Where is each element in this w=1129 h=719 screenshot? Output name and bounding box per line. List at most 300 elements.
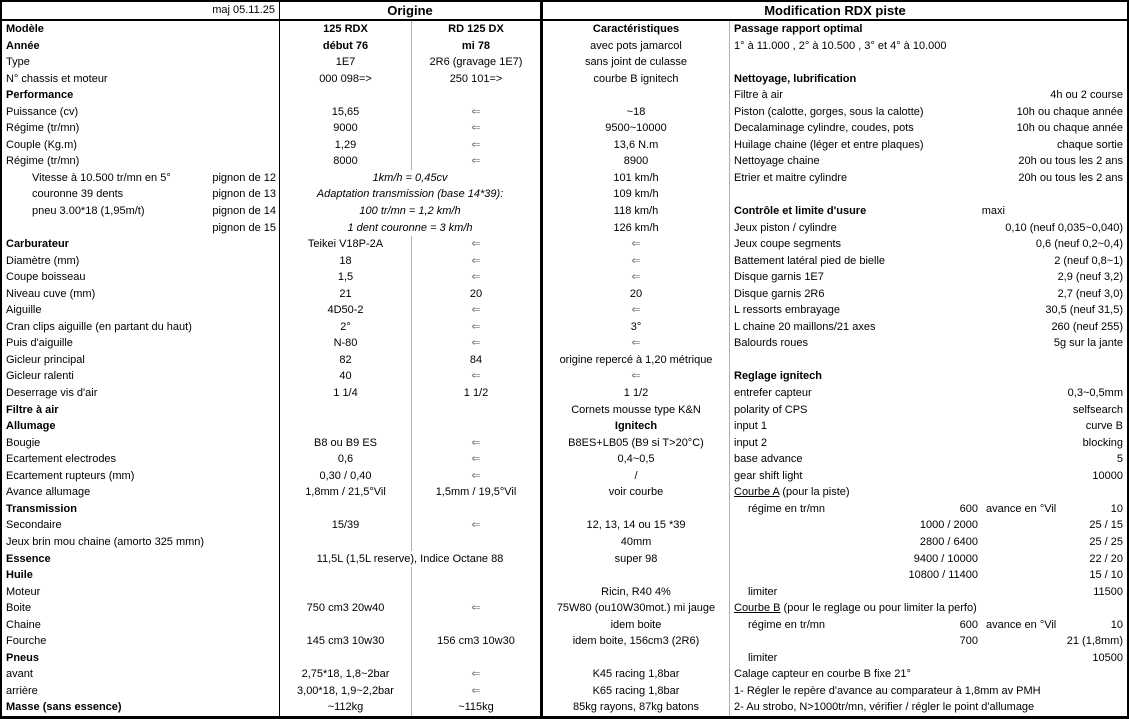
modification-cell <box>730 683 1127 700</box>
table-row <box>2 302 1127 319</box>
spec-label-cell <box>2 402 280 419</box>
dx-value-cell: ⇐ <box>412 253 543 270</box>
right-label: Balourds roues <box>734 337 808 350</box>
right-value: 2,7 (neuf 3,0) <box>1057 287 1123 300</box>
dx-value-cell: 250 101=> <box>412 71 543 88</box>
dx-value-cell: ⇐ <box>412 236 543 253</box>
curve-advance-value: 10 <box>1110 502 1123 515</box>
table-row <box>2 38 1127 55</box>
table-row <box>2 468 1127 485</box>
dx-value-cell: ⇐ <box>412 120 543 137</box>
dx-value-cell: 2R6 (gravage 1E7) <box>412 54 543 71</box>
table-row <box>2 484 1127 501</box>
curve-rpm-label: régime en tr/mn <box>748 502 826 515</box>
label-value-row <box>734 302 1123 318</box>
table-row <box>2 170 1127 187</box>
right-value: 0,6 (neuf 0,2~0,4) <box>1035 238 1123 251</box>
dx-value-cell <box>412 584 543 601</box>
spec-label-cell <box>2 21 280 38</box>
spec-label: Carburateur <box>6 238 69 251</box>
label-value-row <box>734 87 1123 103</box>
spec-label-cell <box>2 335 280 352</box>
spec-label-cell <box>2 153 280 170</box>
spec-label: Essence <box>6 552 51 565</box>
caracteristiques-cell: 75W80 (ou10W30mot.) mi jauge <box>543 600 730 617</box>
caracteristiques-cell: Ignitech <box>543 418 730 435</box>
table-row <box>2 120 1127 137</box>
modification-cell <box>730 699 1127 716</box>
table-row <box>2 21 1127 38</box>
dx-value-cell <box>412 650 543 667</box>
dx-value-cell: ⇐ <box>412 517 543 534</box>
table-row <box>2 418 1127 435</box>
rdx-value-cell: B8 ou B9 ES <box>280 435 412 452</box>
table-row <box>2 451 1127 468</box>
caracteristiques-cell: 101 km/h <box>543 170 730 187</box>
table-row <box>2 335 1127 352</box>
rdx-value-cell: 125 RDX <box>280 21 412 38</box>
caracteristiques-cell: 8900 <box>543 153 730 170</box>
rdx-value-cell <box>280 567 412 584</box>
label-value-row <box>734 385 1123 401</box>
spec-label-cell <box>2 87 280 104</box>
curve-rpm-cell <box>734 633 978 649</box>
modification-cell <box>730 650 1127 667</box>
rdx-value-cell: 000 098=> <box>280 71 412 88</box>
modification-cell <box>730 501 1127 518</box>
table-row <box>2 319 1127 336</box>
curve-advance-cell <box>978 551 1123 567</box>
dx-value-cell: ⇐ <box>412 435 543 452</box>
modification-cell <box>730 302 1127 319</box>
modification-cell <box>730 584 1127 601</box>
dx-value-cell: ⇐ <box>412 368 543 385</box>
rdx-value-cell: 8000 <box>280 153 412 170</box>
right-value: 20h ou tous les 2 ans <box>1018 171 1123 184</box>
section-title: Nettoyage, lubrification <box>734 72 857 85</box>
rdx-value-cell: 2° <box>280 319 412 336</box>
spec-label: Cran clips aiguille (en partant du haut) <box>6 320 192 333</box>
table-row <box>2 236 1127 253</box>
spec-label: Vitesse à 10.500 tr/mn en 5° <box>32 171 171 184</box>
table-row <box>2 286 1127 303</box>
spec-label-cell <box>2 71 280 88</box>
rdx-value-cell: 9000 <box>280 120 412 137</box>
spec-label: Ecartement rupteurs (mm) <box>6 469 135 482</box>
modification-cell <box>730 203 1127 220</box>
spec-label: Diamètre (mm) <box>6 254 80 267</box>
label-value-row <box>734 170 1123 186</box>
section-title: Reglage ignitech <box>734 370 823 383</box>
rdx-value-cell: 145 cm3 10w30 <box>280 633 412 650</box>
rdx-value-cell: ~112kg <box>280 699 412 716</box>
curve-advance-value: 15 / 10 <box>1089 569 1123 582</box>
dx-value-cell: ~115kg <box>412 699 543 716</box>
caracteristiques-cell: Caractéristiques <box>543 21 730 38</box>
label-value-row <box>734 468 1123 484</box>
dx-value-cell: ⇐ <box>412 104 543 121</box>
dx-value-cell: ⇐ <box>412 451 543 468</box>
table-row <box>2 551 1127 568</box>
right-value: 0,10 (neuf 0,035~0,040) <box>1005 221 1123 234</box>
right-label: Battement latéral pied de bielle <box>734 254 886 267</box>
label-value-row <box>734 286 1123 302</box>
spec-label-cell <box>2 302 280 319</box>
right-label: limiter <box>748 651 778 664</box>
caracteristiques-cell: 109 km/h <box>543 186 730 203</box>
spec-label-cell <box>2 170 280 187</box>
label-value-row <box>734 137 1123 153</box>
table-row <box>2 699 1127 716</box>
right-value: blocking <box>1082 436 1123 449</box>
curve-advance-label: avance en °Vil <box>986 618 1057 631</box>
caracteristiques-cell: idem boite <box>543 617 730 634</box>
modification-cell <box>730 220 1127 237</box>
pignon-label: pignon de 12 <box>212 171 276 184</box>
rdx-value-cell: N-80 <box>280 335 412 352</box>
spec-label: Moteur <box>6 585 41 598</box>
curve-subtitle: (pour la piste) <box>779 486 850 499</box>
rdx-value-cell: 750 cm3 20w40 <box>280 600 412 617</box>
caracteristiques-cell: 3° <box>543 319 730 336</box>
curve-advance-group <box>978 501 1123 517</box>
modification-cell <box>730 468 1127 485</box>
table-row <box>2 666 1127 683</box>
rdx-value-cell: 15,65 <box>280 104 412 121</box>
spec-label: avant <box>6 668 33 681</box>
curve-title: Courbe B <box>734 602 781 615</box>
right-label: Jeux coupe segments <box>734 238 842 251</box>
modification-cell <box>730 534 1127 551</box>
right-label: Jeux piston / cylindre <box>734 221 837 234</box>
label-value-row <box>734 650 1123 666</box>
spec-label: pneu 3.00*18 (1,95m/t) <box>32 205 145 218</box>
modification-cell <box>730 21 1127 38</box>
dx-value-cell <box>412 617 543 634</box>
table-row <box>2 104 1127 121</box>
caracteristiques-cell: ⇐ <box>543 302 730 319</box>
table-row <box>2 54 1127 71</box>
label-value-row <box>734 584 1123 600</box>
caracteristiques-cell: Cornets mousse type K&N <box>543 402 730 419</box>
table-row <box>2 600 1127 617</box>
right-label: Filtre à air <box>734 89 783 102</box>
curve-advance-cell <box>978 534 1123 550</box>
curve-advance-label: avance en °Vil <box>986 502 1057 515</box>
rdx-value-cell: 1E7 <box>280 54 412 71</box>
right-label: Huilage chaine (léger et entre plaques) <box>734 138 924 151</box>
rdx-value-cell: Teikei V18P-2A <box>280 236 412 253</box>
curve-rpm-value: 1000 / 2000 <box>919 519 978 532</box>
rdx-value-cell <box>280 584 412 601</box>
note-text: 1° à 11.000 , 2° à 10.500 , 3° et 4° à 10.000 <box>734 39 947 52</box>
modification-cell <box>730 435 1127 452</box>
rdx-value-cell: 18 <box>280 253 412 270</box>
table-row <box>2 584 1127 601</box>
curve-rpm-value: 600 <box>959 618 978 631</box>
origine-merged-cell: 1km/h = 0,45cv <box>280 170 543 187</box>
spec-label-cell <box>2 104 280 121</box>
right-label: input 1 <box>734 420 768 433</box>
rdx-value-cell: 1,5 <box>280 269 412 286</box>
table-row <box>2 137 1127 154</box>
caracteristiques-cell: 118 km/h <box>543 203 730 220</box>
caracteristiques-cell: Ricin, R40 4% <box>543 584 730 601</box>
right-label: Disque garnis 2R6 <box>734 287 825 300</box>
spec-label: Performance <box>6 89 74 102</box>
table-row <box>2 402 1127 419</box>
spec-label: Boite <box>6 602 32 615</box>
spec-label: Type <box>6 56 30 69</box>
rdx-value-cell: 15/39 <box>280 517 412 534</box>
caracteristiques-cell: B8ES+LB05 (B9 si T>20°C) <box>543 435 730 452</box>
pignon-label: pignon de 13 <box>212 188 276 201</box>
spec-label: Puis d'aiguille <box>6 337 73 350</box>
note-text: 2- Au strobo, N>1000tr/mn, vérifier / régler le point d'allumage <box>734 701 1035 714</box>
rdx-value-cell: 0,6 <box>280 451 412 468</box>
rdx-value-cell: début 76 <box>280 38 412 55</box>
spec-label: Avance allumage <box>6 486 91 499</box>
rdx-value-cell: 82 <box>280 352 412 369</box>
dx-value-cell: 156 cm3 10w30 <box>412 633 543 650</box>
rdx-value-cell: 1 1/4 <box>280 385 412 402</box>
dx-value-cell: ⇐ <box>412 319 543 336</box>
rdx-value-cell <box>280 418 412 435</box>
label-value-row <box>734 319 1123 335</box>
curve-data-row <box>734 633 1123 649</box>
modification-cell <box>730 451 1127 468</box>
modification-header: Modification RDX piste <box>764 3 906 18</box>
dx-value-cell: mi 78 <box>412 38 543 55</box>
spec-label: Aiguille <box>6 304 42 317</box>
spec-label-cell <box>2 352 280 369</box>
modification-cell <box>730 286 1127 303</box>
curve-advance-value: 10 <box>1110 618 1123 631</box>
modification-cell <box>730 418 1127 435</box>
label-value-row <box>734 418 1123 434</box>
spec-label-cell <box>2 633 280 650</box>
curve-rpm-label: régime en tr/mn <box>748 618 826 631</box>
spec-label-cell <box>2 650 280 667</box>
right-label: L chaine 20 maillons/21 axes <box>734 320 876 333</box>
table-row <box>2 385 1127 402</box>
right-label: polarity of CPS <box>734 403 808 416</box>
caracteristiques-cell: 20 <box>543 286 730 303</box>
caracteristiques-cell <box>543 87 730 104</box>
spec-label-cell <box>2 484 280 501</box>
curve-data-row <box>734 534 1123 550</box>
spec-label-cell <box>2 38 280 55</box>
spec-label-cell <box>2 236 280 253</box>
dx-value-cell: 1,5mm / 19,5°Vil <box>412 484 543 501</box>
right-label: input 2 <box>734 436 768 449</box>
caracteristiques-cell: 85kg rayons, 87kg batons <box>543 699 730 716</box>
curve-rpm-cell <box>734 551 978 567</box>
curve-advance-value: 21 (1,8mm) <box>1066 635 1123 648</box>
modification-cell <box>730 567 1127 584</box>
curve-rpm-value: 2800 / 6400 <box>919 535 978 548</box>
spec-label-cell <box>2 617 280 634</box>
spec-label: Deserrage vis d'air <box>6 387 98 400</box>
modification-cell <box>730 551 1127 568</box>
spec-label: Coupe boisseau <box>6 271 86 284</box>
table-row <box>2 534 1127 551</box>
spec-label-cell <box>2 666 280 683</box>
modification-cell <box>730 269 1127 286</box>
spec-label-cell <box>2 683 280 700</box>
spec-label-cell <box>2 699 280 716</box>
caracteristiques-cell: ⇐ <box>543 253 730 270</box>
label-value-row <box>734 402 1123 418</box>
caracteristiques-cell: K45 racing 1,8bar <box>543 666 730 683</box>
modification-cell <box>730 633 1127 650</box>
curve-advance-value: 25 / 15 <box>1089 519 1123 532</box>
spec-label-cell <box>2 319 280 336</box>
caracteristiques-cell: origine repercé à 1,20 métrique <box>543 352 730 369</box>
curve-rpm-group <box>734 501 978 517</box>
caracteristiques-cell: ~18 <box>543 104 730 121</box>
dx-value-cell: ⇐ <box>412 468 543 485</box>
caracteristiques-cell: super 98 <box>543 551 730 568</box>
caracteristiques-cell: voir courbe <box>543 484 730 501</box>
right-value: curve B <box>1085 420 1123 433</box>
caracteristiques-cell: 9500~10000 <box>543 120 730 137</box>
spec-label: Couple (Kg.m) <box>6 138 77 151</box>
label-value-row <box>734 451 1123 467</box>
right-value: 10h ou chaque année <box>1016 105 1123 118</box>
curve-rpm-cell <box>734 517 978 533</box>
table-row <box>2 203 1127 220</box>
rdx-value-cell: 2,75*18, 1,8~2bar <box>280 666 412 683</box>
modification-cell <box>730 236 1127 253</box>
dx-value-cell: ⇐ <box>412 137 543 154</box>
label-value-row <box>734 253 1123 269</box>
curve-rpm-cell <box>734 534 978 550</box>
table-row <box>2 220 1127 237</box>
note-text: 1- Régler le repère d'avance au comparateur à 1,8mm av PMH <box>734 684 1041 697</box>
rdx-value-cell: 21 <box>280 286 412 303</box>
table-row <box>2 186 1127 203</box>
right-value: selfsearch <box>1072 403 1123 416</box>
rdx-value-cell <box>280 650 412 667</box>
curve-data-row <box>734 567 1123 583</box>
dx-value-cell <box>412 534 543 551</box>
table-row <box>2 567 1127 584</box>
modification-cell <box>730 38 1127 55</box>
label-value-row <box>734 120 1123 136</box>
right-label: Piston (calotte, gorges, sous la calotte) <box>734 105 924 118</box>
modification-cell <box>730 368 1127 385</box>
spec-label-cell <box>2 534 280 551</box>
curve-advance-group <box>978 617 1123 633</box>
rdx-value-cell: 0,30 / 0,40 <box>280 468 412 485</box>
table-rows <box>2 21 1127 716</box>
spec-label-cell <box>2 468 280 485</box>
label-value-row <box>734 435 1123 451</box>
table-row <box>2 650 1127 667</box>
curve-rpm-value: 9400 / 10000 <box>913 552 978 565</box>
spec-label: Pneus <box>6 651 40 664</box>
right-label: entrefer capteur <box>734 387 812 400</box>
update-date: maj 05.11.25 <box>2 2 280 19</box>
modification-cell <box>730 319 1127 336</box>
caracteristiques-cell: sans joint de culasse <box>543 54 730 71</box>
pignon-label: pignon de 15 <box>212 221 276 234</box>
dx-value-cell: ⇐ <box>412 600 543 617</box>
right-value: 0,3~0,5mm <box>1067 387 1123 400</box>
spec-label: Transmission <box>6 502 77 515</box>
curve-rpm-value: 600 <box>959 502 978 515</box>
spec-label-cell <box>2 220 280 237</box>
rdx-value-cell: 1,29 <box>280 137 412 154</box>
caracteristiques-cell <box>543 501 730 518</box>
origine-merged-cell: Adaptation transmission (base 14*39): <box>280 186 543 203</box>
rdx-value-cell: 3,00*18, 1,9~2,2bar <box>280 683 412 700</box>
spec-label: Niveau cuve (mm) <box>6 287 96 300</box>
curve-advance-cell <box>978 633 1123 649</box>
rdx-value-cell <box>280 501 412 518</box>
label-value-row <box>734 236 1123 252</box>
spec-label: arrière <box>6 684 38 697</box>
table-row <box>2 71 1127 88</box>
right-value: 10500 <box>1092 651 1123 664</box>
dx-value-cell: 1 1/2 <box>412 385 543 402</box>
spec-label-cell <box>2 435 280 452</box>
spec-label: Puissance (cv) <box>6 105 79 118</box>
label-value-row <box>734 104 1123 120</box>
caracteristiques-cell: idem boite, 156cm3 (2R6) <box>543 633 730 650</box>
origine-merged-cell: 100 tr/mn = 1,2 km/h <box>280 203 543 220</box>
dx-value-cell <box>412 402 543 419</box>
spec-label: Gicleur principal <box>6 353 85 366</box>
right-value: 5 <box>1116 453 1123 466</box>
label-value-row <box>734 335 1123 351</box>
spec-label-cell <box>2 186 280 203</box>
right-value: 4h ou 2 course <box>1050 89 1123 102</box>
spec-label-cell <box>2 418 280 435</box>
spec-label-cell <box>2 567 280 584</box>
modification-cell <box>730 54 1127 71</box>
modification-cell <box>730 71 1127 88</box>
spec-label: N° chassis et moteur <box>6 72 108 85</box>
header-row <box>2 2 1127 21</box>
table-row <box>2 435 1127 452</box>
table-row <box>2 269 1127 286</box>
right-value: 10000 <box>1092 469 1123 482</box>
table-row <box>2 253 1127 270</box>
spec-label-cell <box>2 551 280 568</box>
spec-label-cell <box>2 368 280 385</box>
spec-label: Modèle <box>6 23 44 35</box>
caracteristiques-cell: 40mm <box>543 534 730 551</box>
right-value: 30,5 (neuf 31,5) <box>1045 304 1123 317</box>
spec-label-cell <box>2 385 280 402</box>
modification-cell <box>730 186 1127 203</box>
spec-label: Bougie <box>6 436 41 449</box>
table-row <box>2 633 1127 650</box>
right-label: Contrôle et limite d'usure <box>734 205 867 218</box>
spec-label: Masse (sans essence) <box>6 701 122 714</box>
dx-value-cell <box>412 418 543 435</box>
right-label: gear shift light <box>734 469 803 482</box>
dx-value-cell: 20 <box>412 286 543 303</box>
modification-cell <box>730 352 1127 369</box>
spec-label: couronne 39 dents <box>32 188 124 201</box>
caracteristiques-cell: ⇐ <box>543 368 730 385</box>
right-label: L ressorts embrayage <box>734 304 840 317</box>
dx-value-cell: 84 <box>412 352 543 369</box>
caracteristiques-cell: 12, 13, 14 ou 15 *39 <box>543 517 730 534</box>
